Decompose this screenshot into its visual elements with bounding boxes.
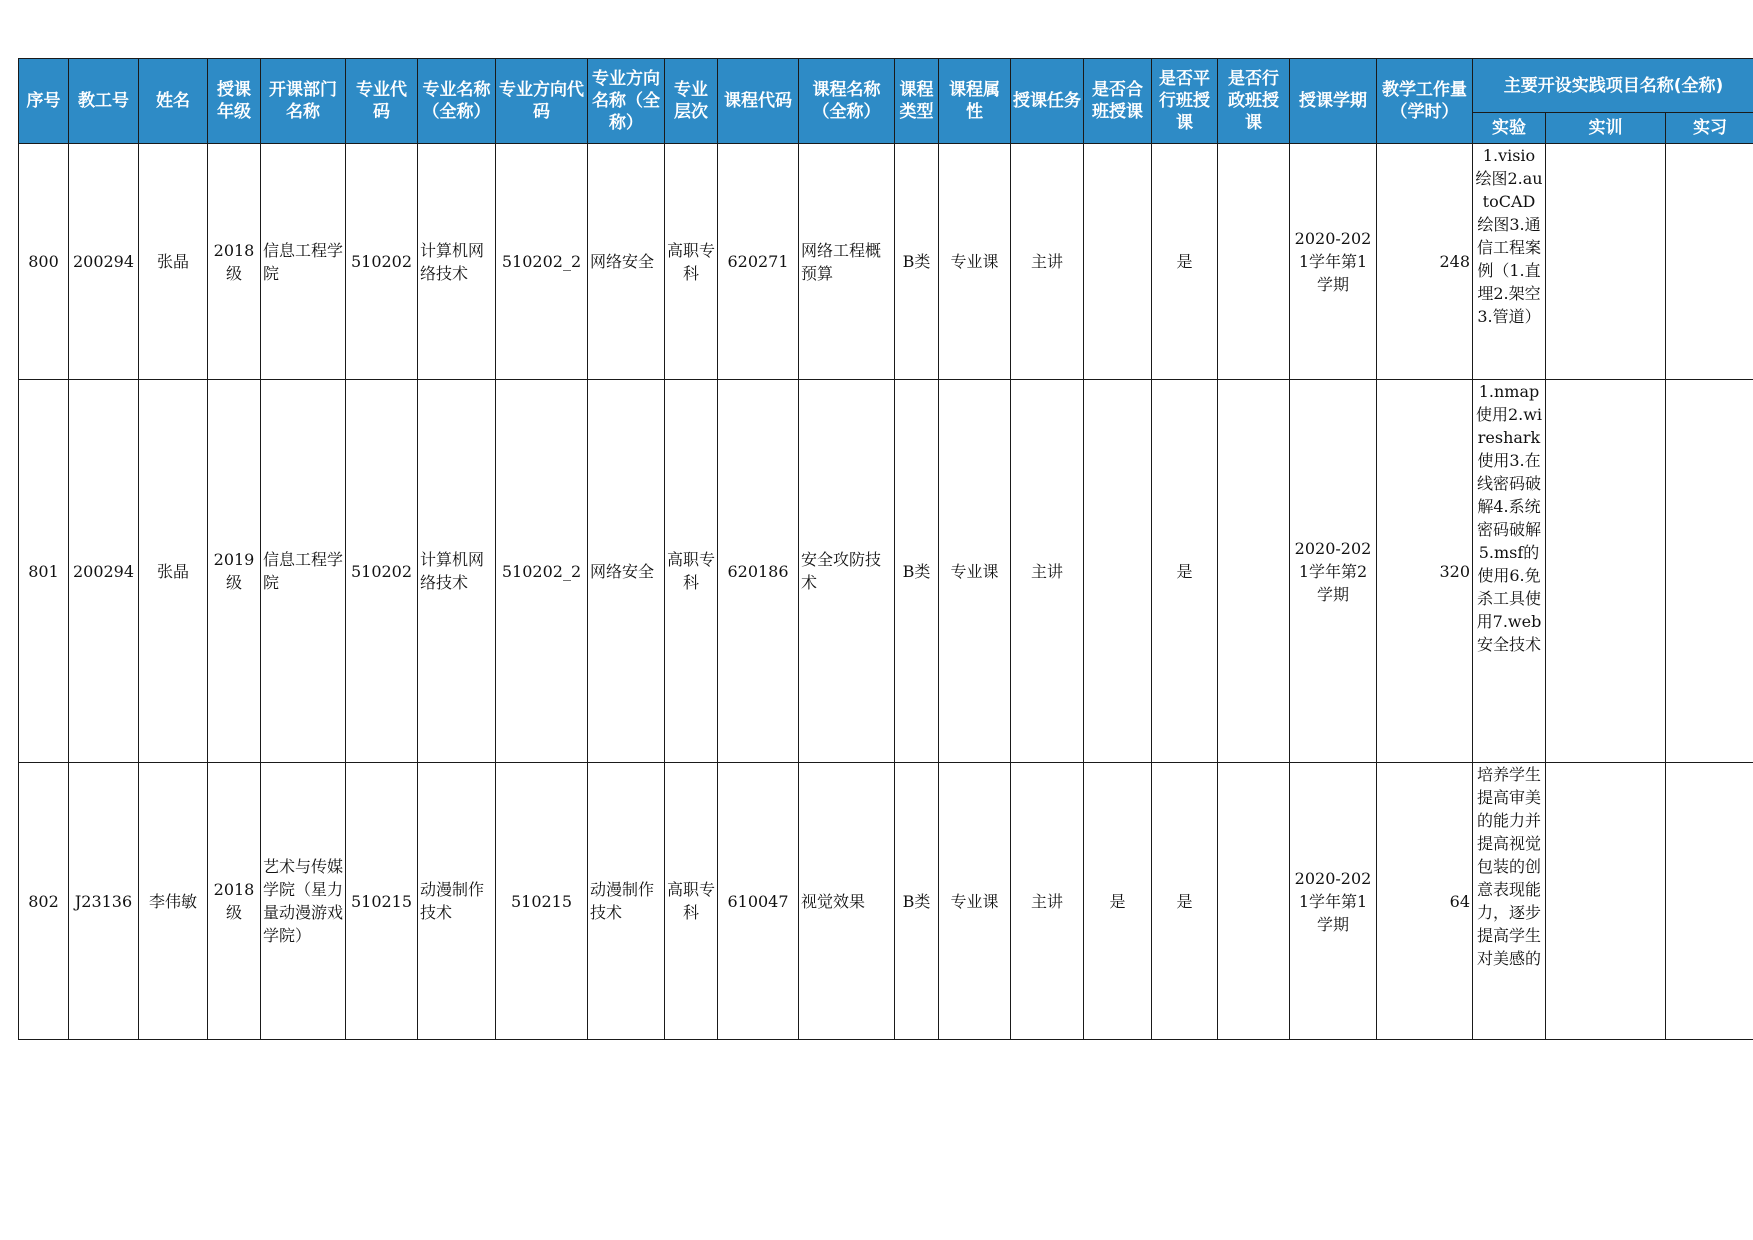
- header-term: 授课学期: [1290, 59, 1377, 144]
- cell-grade: 2019级: [208, 380, 261, 763]
- experiment-text: 1.nmap使用2.wireshark使用3.在线密码破解4.系统密码破解5.msf的使用6.免杀工具使用7.web安全技术: [1475, 382, 1543, 654]
- cell-grade: 2018级: [208, 763, 261, 1040]
- cell-course-type: B类: [895, 144, 939, 380]
- header-grade: 授课年级: [208, 59, 261, 144]
- cell-workload: 320: [1377, 380, 1473, 763]
- header-dept: 开课部门名称: [261, 59, 346, 144]
- cell-admin-class: [1218, 144, 1290, 380]
- cell-course-attr: 专业课: [939, 763, 1011, 1040]
- header-practice: 主要开设实践项目名称(全称): [1473, 59, 1753, 113]
- cell-direction-name: 动漫制作技术: [588, 763, 665, 1040]
- cell-level: 高职专科: [665, 380, 718, 763]
- cell-course-code: 620271: [718, 144, 799, 380]
- header-teacher-id: 教工号: [69, 59, 139, 144]
- cell-direction-code: 510215: [496, 763, 588, 1040]
- header-course-attr: 课程属性: [939, 59, 1011, 144]
- cell-major-name: 计算机网络技术: [418, 144, 496, 380]
- experiment-text: 1.visio绘图2.autoCAD绘图3.通信工程案例（1.直埋2.架空3.管道）: [1475, 146, 1543, 326]
- cell-merged: [1084, 144, 1152, 380]
- cell-level: 高职专科: [665, 144, 718, 380]
- header-internship: 实习: [1666, 113, 1753, 144]
- cell-direction-name: 网络安全: [588, 144, 665, 380]
- cell-term: 2020-2021学年第1学期: [1290, 763, 1377, 1040]
- table-row: [19, 144, 1753, 380]
- cell-workload: 64: [1377, 763, 1473, 1040]
- cell-teacher-id: J23136: [69, 763, 139, 1040]
- cell-direction-name: 网络安全: [588, 380, 665, 763]
- cell-internship: [1666, 144, 1753, 380]
- cell-dept: 艺术与传媒学院（星力量动漫游戏学院）: [261, 763, 346, 1040]
- header-direction-name-text: 专业方向名称（全称）: [592, 69, 660, 133]
- cell-major-code: 510215: [346, 763, 418, 1040]
- cell-admin-class: [1218, 763, 1290, 1040]
- cell-parallel: 是: [1152, 763, 1218, 1040]
- cell-seq: 801: [19, 380, 69, 763]
- cell-major-name: 计算机网络技术: [418, 380, 496, 763]
- cell-grade: 2018级: [208, 144, 261, 380]
- cell-teacher-id: 200294: [69, 144, 139, 380]
- cell-experiment: [1473, 380, 1546, 763]
- table-row: [19, 763, 1753, 1040]
- cell-name: 张晶: [139, 144, 208, 380]
- header-admin-class: 是否行政班授课: [1218, 59, 1290, 144]
- cell-course-name: 安全攻防技术: [799, 380, 895, 763]
- header-parallel: 是否平行班授课: [1152, 59, 1218, 144]
- cell-course-name: 网络工程概预算: [799, 144, 895, 380]
- header-level: 专业层次: [665, 59, 718, 144]
- cell-major-name: 动漫制作技术: [418, 763, 496, 1040]
- header-seq: 序号: [19, 59, 69, 144]
- cell-course-attr: 专业课: [939, 380, 1011, 763]
- table-header: [19, 59, 1753, 144]
- cell-course-type: B类: [895, 763, 939, 1040]
- cell-workload: 248: [1377, 144, 1473, 380]
- header-direction-code: 专业方向代码: [496, 59, 588, 144]
- header-course-type: [895, 59, 939, 144]
- header-merged: 是否合班授课: [1084, 59, 1152, 144]
- cell-training: [1546, 763, 1666, 1040]
- cell-dept: 信息工程学院: [261, 380, 346, 763]
- cell-internship: [1666, 763, 1753, 1040]
- cell-course-attr: 专业课: [939, 144, 1011, 380]
- cell-experiment: [1473, 763, 1546, 1040]
- cell-major-code: 510202: [346, 144, 418, 380]
- cell-level: 高职专科: [665, 763, 718, 1040]
- cell-admin-class: [1218, 380, 1290, 763]
- cell-task: 主讲: [1011, 763, 1084, 1040]
- cell-direction-code: 510202_2: [496, 380, 588, 763]
- header-name: 姓名: [139, 59, 208, 144]
- cell-seq: 802: [19, 763, 69, 1040]
- table-row: [19, 380, 1753, 763]
- cell-experiment: [1473, 144, 1546, 380]
- cell-seq: 800: [19, 144, 69, 380]
- header-major-name: 专业名称（全称）: [418, 59, 496, 144]
- cell-major-code: 510202: [346, 380, 418, 763]
- cell-term: 2020-2021学年第2学期: [1290, 380, 1377, 763]
- header-course-type-text: 课程类型: [899, 80, 934, 122]
- cell-training: [1546, 380, 1666, 763]
- cell-training: [1546, 144, 1666, 380]
- cell-internship: [1666, 380, 1753, 763]
- cell-merged: [1084, 380, 1152, 763]
- cell-direction-code: 510202_2: [496, 144, 588, 380]
- header-experiment: 实验: [1473, 113, 1546, 144]
- cell-course-name: 视觉效果: [799, 763, 895, 1040]
- header-workload: 教学工作量（学时）: [1377, 59, 1473, 144]
- cell-dept: 信息工程学院: [261, 144, 346, 380]
- cell-term: 2020-2021学年第1学期: [1290, 144, 1377, 380]
- cell-course-type: B类: [895, 380, 939, 763]
- cell-task: 主讲: [1011, 144, 1084, 380]
- cell-merged: 是: [1084, 763, 1152, 1040]
- cell-course-code: 620186: [718, 380, 799, 763]
- header-course-code: 课程代码: [718, 59, 799, 144]
- header-course-name: 课程名称（全称）: [799, 59, 895, 144]
- header-task: 授课任务: [1011, 59, 1084, 144]
- cell-task: 主讲: [1011, 380, 1084, 763]
- cell-course-code: 610047: [718, 763, 799, 1040]
- experiment-text: 培养学生提高审美的能力并提高视觉包装的创意表现能力，逐步提高学生对美感的: [1476, 765, 1541, 968]
- cell-name: 李伟敏: [139, 763, 208, 1040]
- cell-parallel: 是: [1152, 380, 1218, 763]
- cell-parallel: 是: [1152, 144, 1218, 380]
- header-direction-name: [588, 59, 665, 144]
- header-training: 实训: [1546, 113, 1666, 144]
- course-table: [18, 58, 1753, 1040]
- cell-name: 张晶: [139, 380, 208, 763]
- header-major-code: 专业代码: [346, 59, 418, 144]
- cell-teacher-id: 200294: [69, 380, 139, 763]
